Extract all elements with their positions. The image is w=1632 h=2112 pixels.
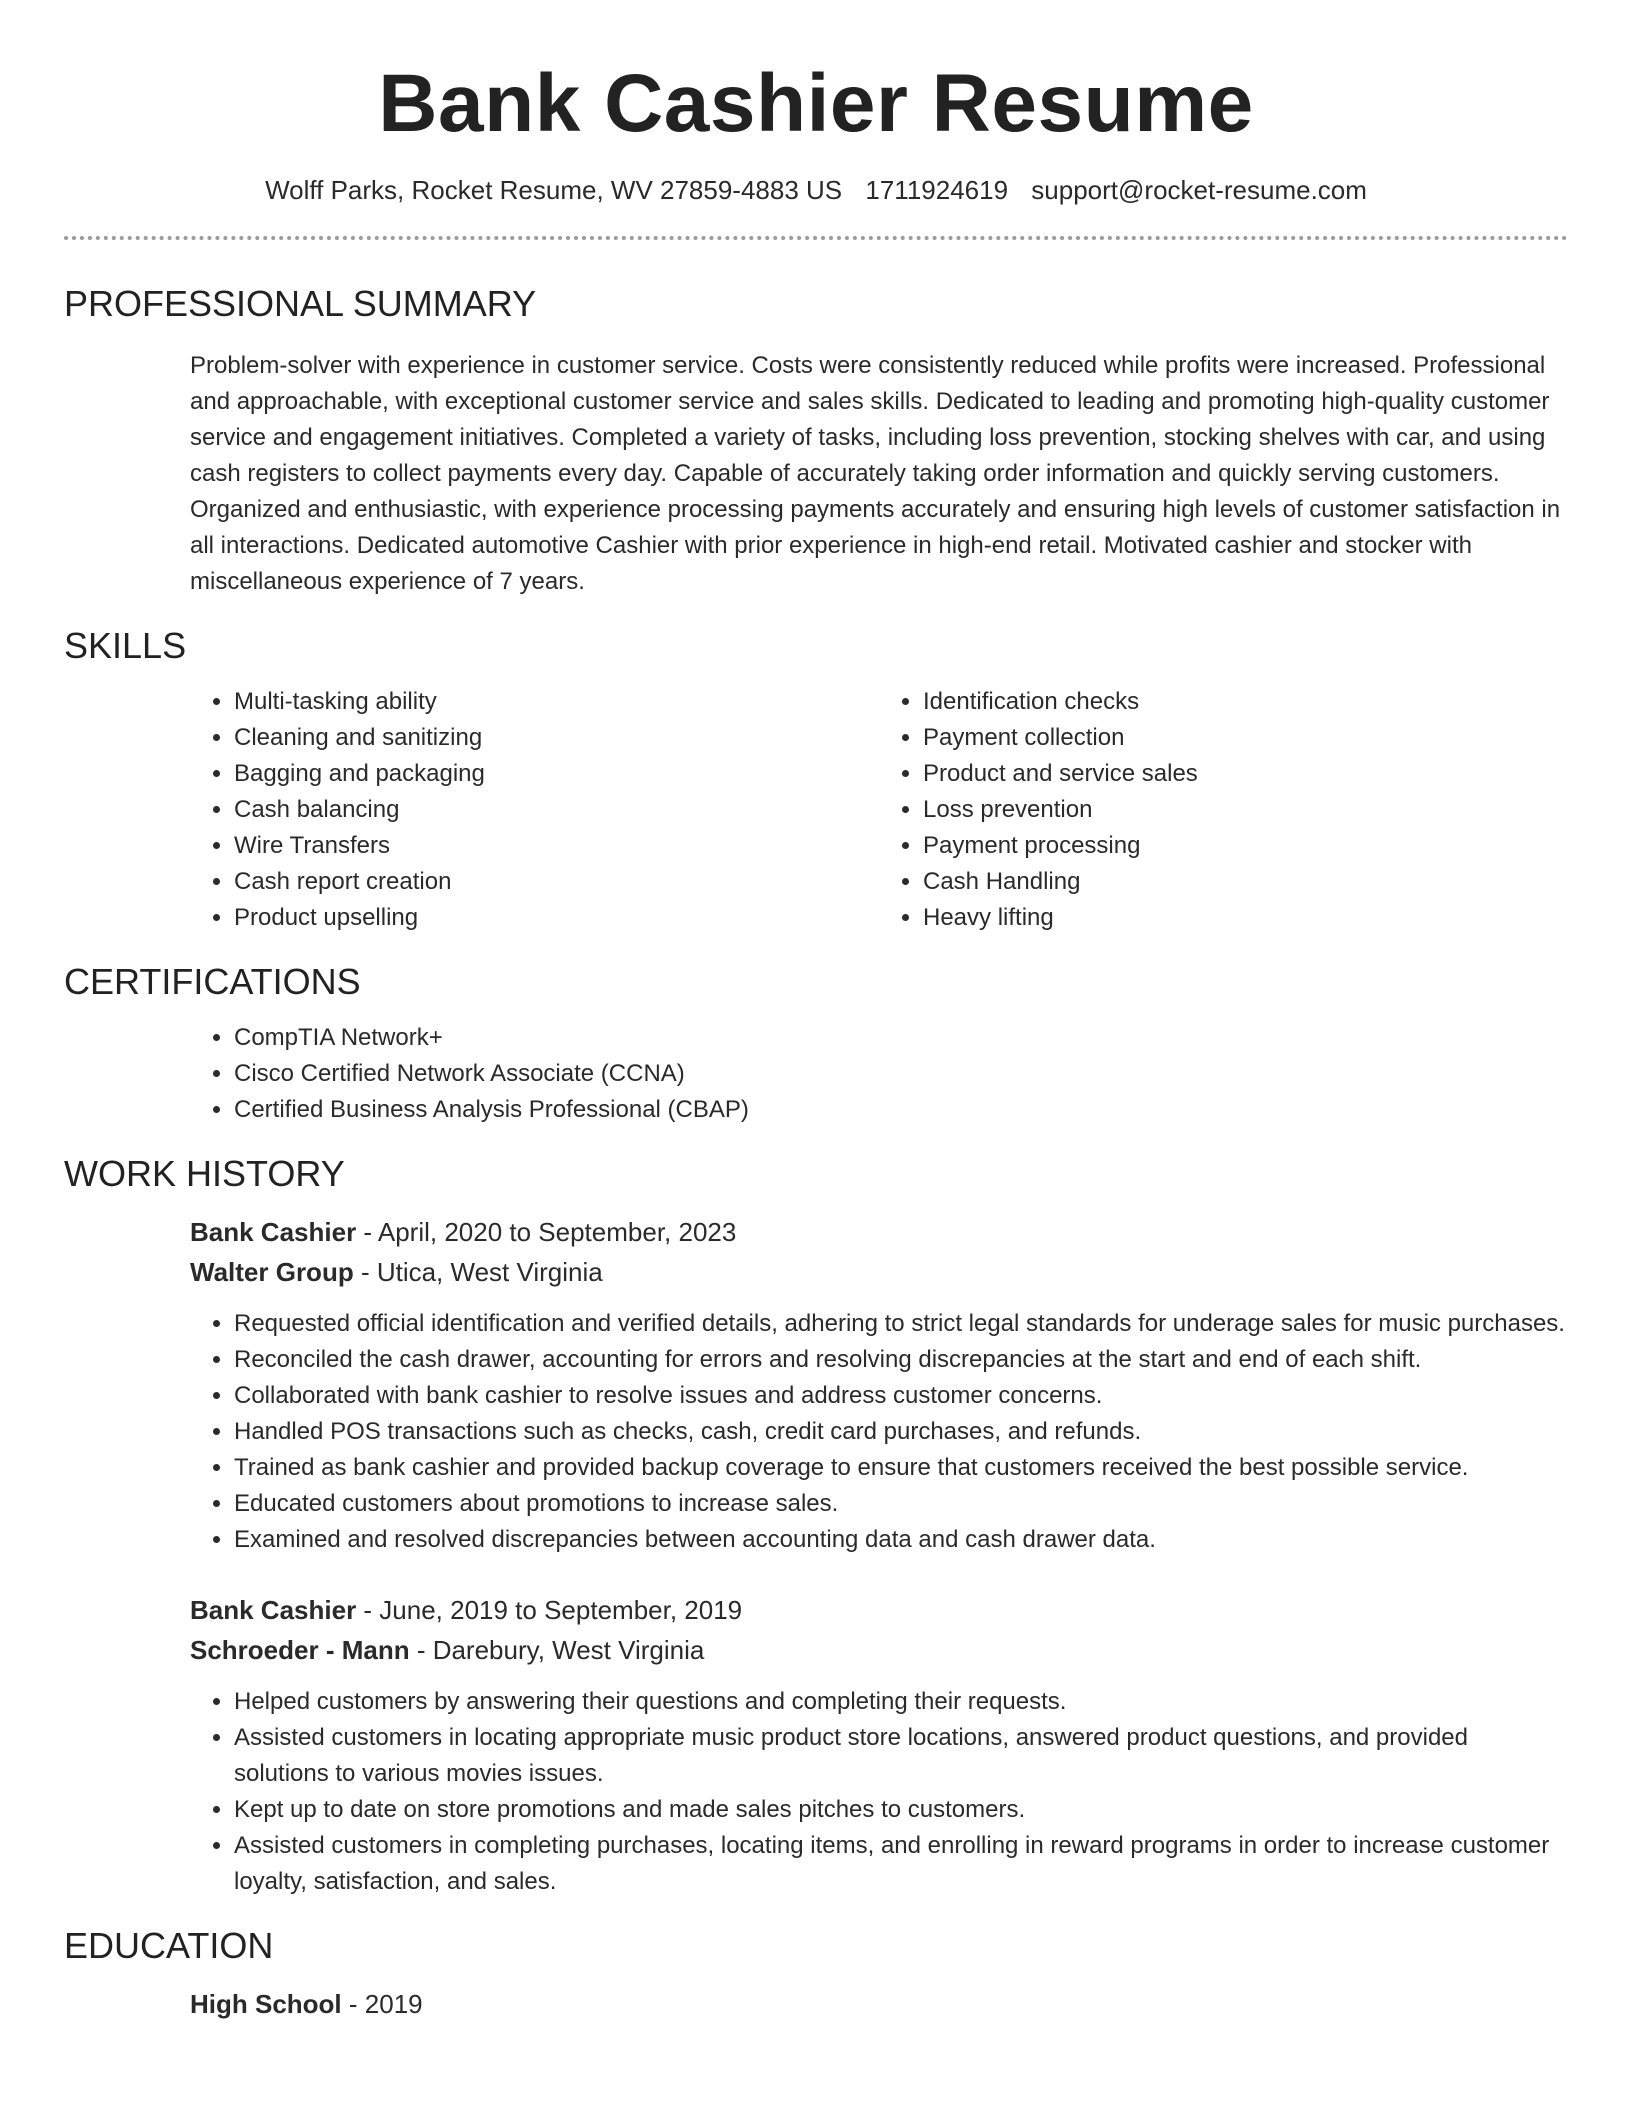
job-location: - Utica, West Virginia: [353, 1257, 603, 1287]
job-entry: [64, 1212, 1568, 1558]
education-year: - 2019: [341, 1989, 423, 2019]
work-heading: WORK HISTORY: [64, 1153, 345, 1194]
education-section: [64, 1924, 1568, 2024]
job-bullet: • Reconciled the cash drawer, accounting for errors and resolving discrepancies at the start and end of each shift.: [234, 1342, 1568, 1378]
skills-list-right: [879, 684, 1568, 936]
job-bullets: [190, 1306, 1568, 1558]
skill-item: • Identification checks: [923, 684, 1568, 720]
skill-item: • Cash balancing: [234, 792, 879, 828]
contact-email: support@rocket-resume.com: [1031, 175, 1367, 205]
job-title-line: [190, 1590, 1568, 1630]
job-entry: [64, 1590, 1568, 1900]
skill-item: • Heavy lifting: [923, 900, 1568, 936]
education-degree: High School: [190, 1989, 342, 2019]
job-company: Walter Group: [190, 1257, 354, 1287]
job-dates: - June, 2019 to September, 2019: [356, 1595, 743, 1625]
skill-item: • Product and service sales: [923, 756, 1568, 792]
contact-address: Wolff Parks, Rocket Resume, WV 27859-4883 US: [265, 175, 843, 205]
contact-phone: 1711924619: [865, 175, 1009, 205]
job-bullet: • Handled POS transactions such as checks, cash, credit card purchases, and refunds.: [234, 1414, 1568, 1450]
job-title-line: [190, 1212, 1568, 1252]
certification-item: • Certified Business Analysis Professional (CBAP): [234, 1092, 1568, 1128]
resume-page: [64, 0, 1568, 2024]
skill-item: • Product upselling: [234, 900, 879, 936]
header-divider: [64, 236, 1568, 240]
skill-item: • Cleaning and sanitizing: [234, 720, 879, 756]
skill-item: • Bagging and packaging: [234, 756, 879, 792]
certifications-section: [64, 960, 1568, 1128]
job-bullet: • Helped customers by answering their questions and completing their requests.: [234, 1684, 1568, 1720]
job-bullet: • Kept up to date on store promotions and made sales pitches to customers.: [234, 1792, 1568, 1828]
job-bullet: • Requested official identification and verified details, adhering to strict legal standards for underage sales for music purchases.: [234, 1306, 1568, 1342]
work-section: [64, 1152, 1568, 1900]
job-bullet: • Assisted customers in locating appropriate music product store locations, answered product questions, and provided solutions to various movies issues.: [234, 1720, 1568, 1792]
skill-item: • Wire Transfers: [234, 828, 879, 864]
summary-text: Problem-solver with experience in customer service. Costs were consistently reduced while profits were increased. Professional and approachable, with exceptional customer service and sales skills. Dedicated to leading and promoting high-quality customer service and engagement initiatives. Completed a variety of tasks, including loss prevention, stocking shelves with car, and using cash registers to collect payments every day. Capable of accurately taking order information and quickly serving customers. Organized and enthusiastic, with experience processing payments accurately and ensuring high levels of customer satisfaction in all interactions. Dedicated automotive Cashier with prior experience in high-end retail. Motivated cashier and stocker with miscellaneous experience of 7 years.: [190, 352, 1561, 595]
skills-grid: [64, 684, 1568, 936]
job-company-line: [190, 1252, 1568, 1292]
skill-item: • Cash report creation: [234, 864, 879, 900]
education-line: [190, 1984, 1568, 2024]
job-location: - Darebury, West Virginia: [409, 1635, 705, 1665]
summary-section: [64, 282, 1568, 600]
skills-list-left: [190, 684, 879, 936]
job-bullets: [190, 1684, 1568, 1900]
skill-item: • Payment processing: [923, 828, 1568, 864]
certification-item: • CompTIA Network+: [234, 1020, 1568, 1056]
skill-item: • Loss prevention: [923, 792, 1568, 828]
job-bullet: • Collaborated with bank cashier to resolve issues and address customer concerns.: [234, 1378, 1568, 1414]
education-heading: EDUCATION: [64, 1925, 274, 1966]
job-bullet: • Trained as bank cashier and provided backup coverage to ensure that customers received the best possible service.: [234, 1450, 1568, 1486]
contact-line: [64, 172, 1568, 208]
resume-title: Bank Cashier Resume: [378, 58, 1254, 149]
job-bullet: • Examined and resolved discrepancies between accounting data and cash drawer data.: [234, 1522, 1568, 1558]
job-bullet: • Assisted customers in completing purchases, locating items, and enrolling in reward programs in order to increase customer loyalty, satisfaction, and sales.: [234, 1828, 1568, 1900]
skills-heading: SKILLS: [64, 625, 187, 666]
certifications-list: [190, 1020, 1568, 1128]
certifications-body: [64, 1020, 1568, 1128]
education-entry: [64, 1984, 1568, 2024]
job-bullet: • Educated customers about promotions to increase sales.: [234, 1486, 1568, 1522]
skills-section: [64, 624, 1568, 936]
job-dates: - April, 2020 to September, 2023: [356, 1217, 737, 1247]
certifications-heading: CERTIFICATIONS: [64, 961, 361, 1002]
job-title: Bank Cashier: [190, 1217, 357, 1247]
skill-item: • Payment collection: [923, 720, 1568, 756]
skill-item: • Cash Handling: [923, 864, 1568, 900]
job-title: Bank Cashier: [190, 1595, 357, 1625]
job-company: Schroeder - Mann: [190, 1635, 410, 1665]
certification-item: • Cisco Certified Network Associate (CCNA): [234, 1056, 1568, 1092]
summary-heading: PROFESSIONAL SUMMARY: [64, 283, 537, 324]
job-company-line: [190, 1630, 1568, 1670]
skill-item: • Multi-tasking ability: [234, 684, 879, 720]
